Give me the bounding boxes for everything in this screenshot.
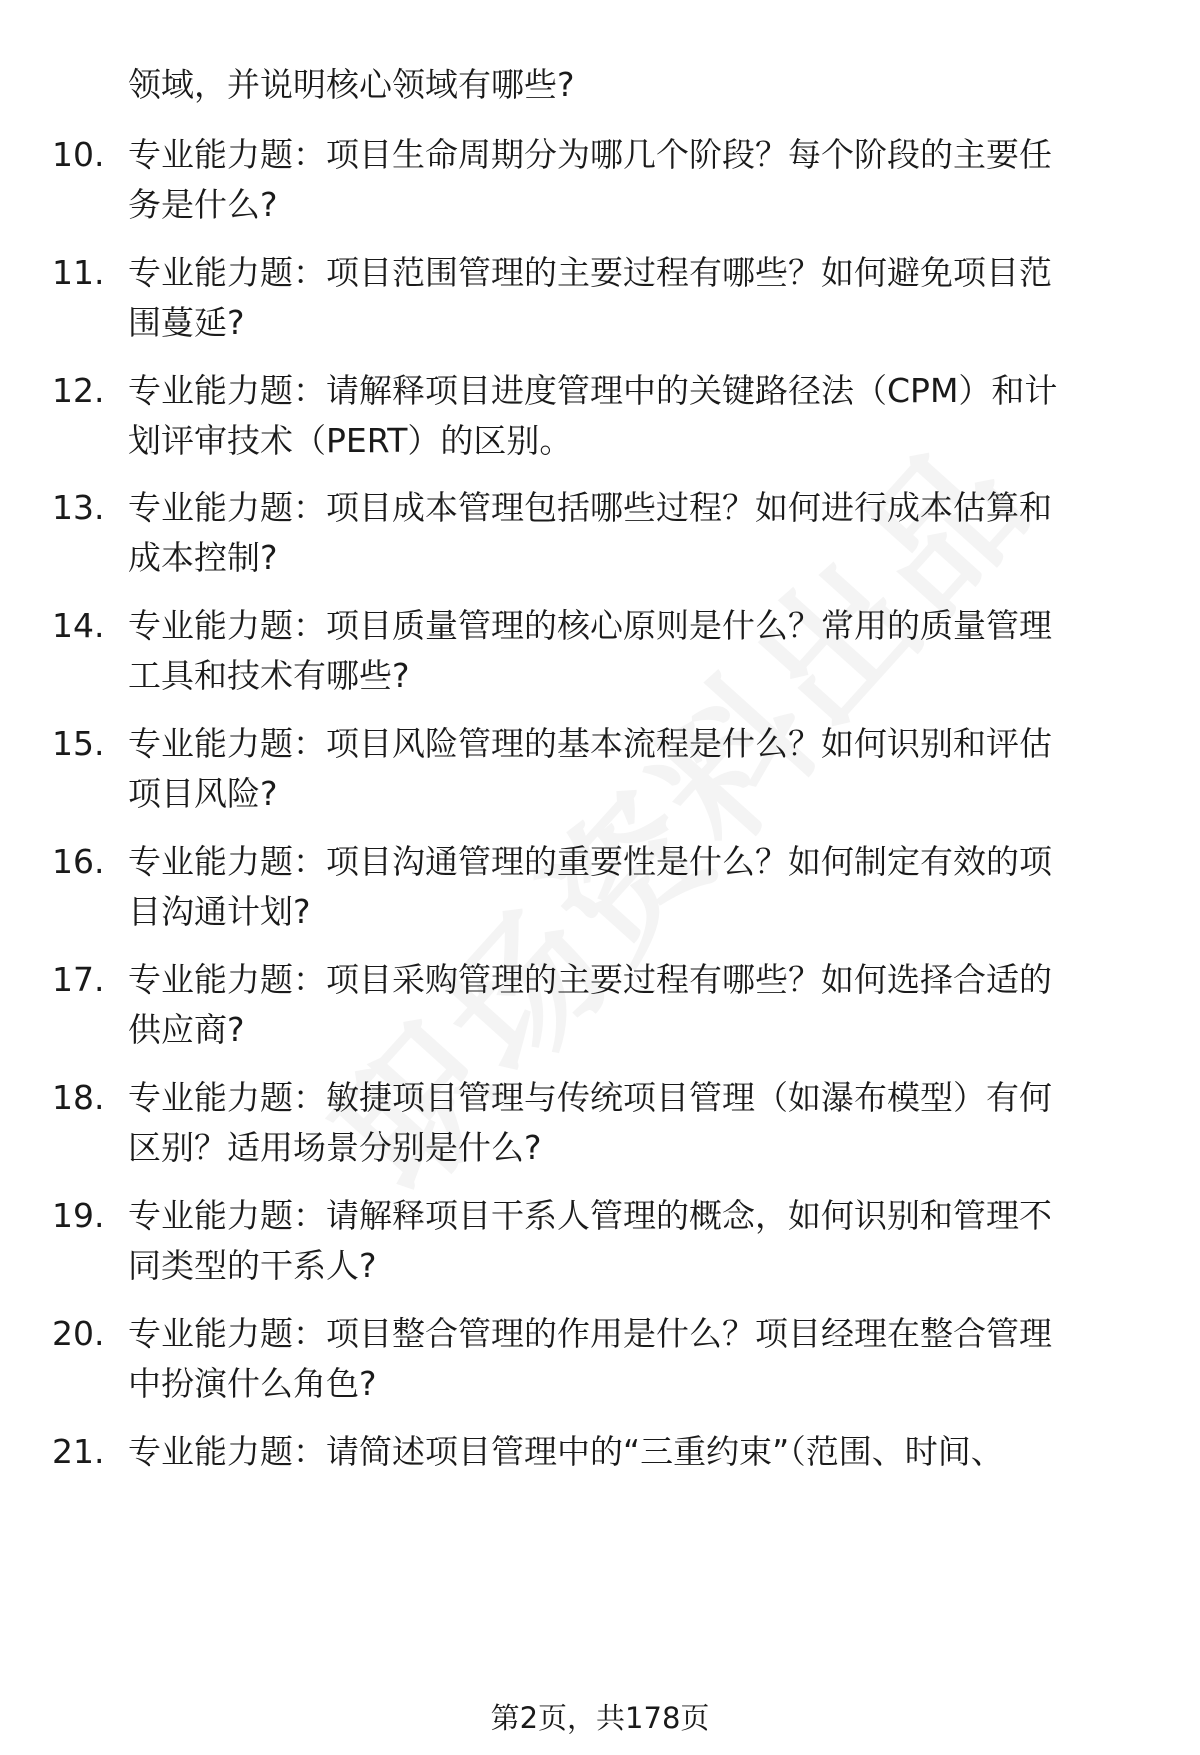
item-line: 专业能力题：项目生命周期分为哪几个阶段？每个阶段的主要任 [128,135,1052,174]
item-line: 同类型的干系人? [128,1246,377,1285]
item-line: 专业能力题：项目沟通管理的重要性是什么？如何制定有效的项 [128,842,1052,881]
item-number: 21. [52,1432,105,1471]
item-line: 工具和技术有哪些? [128,656,410,695]
continued-question-text: 领域，并说明核心领域有哪些? [128,65,575,104]
item-line: 专业能力题：项目质量管理的核心原则是什么？常用的质量管理 [128,606,1052,645]
item-line: 目沟通计划? [128,892,311,931]
item-text [128,1191,1148,1291]
item-line: 区别？适用场景分别是什么? [128,1128,542,1167]
item-number: 19. [52,1196,105,1235]
item-line: 项目风险? [128,774,278,813]
item-line: 专业能力题：敏捷项目管理与传统项目管理（如瀑布模型）有何 [128,1078,1052,1117]
item-line: 划评审技术（PERT）的区别。 [128,421,573,460]
item-text [128,955,1148,1055]
item-number: 10. [52,135,105,174]
item-number: 13. [52,488,105,527]
page-footer: 第2页，共178页 [490,1701,710,1735]
item-number: 14. [52,606,105,645]
item-text [128,719,1148,819]
item-number: 12. [52,371,105,410]
item-line: 专业能力题：项目风险管理的基本流程是什么？如何识别和评估 [128,724,1052,763]
item-number: 11. [52,253,105,292]
item-line: 专业能力题：请简述项目管理中的“三重约束”（范围、时间、 [128,1432,1004,1471]
item-line: 专业能力题：项目成本管理包括哪些过程？如何进行成本估算和 [128,488,1052,527]
item-text [128,1427,1148,1477]
item-text [128,483,1148,583]
item-line: 成本控制? [128,538,278,577]
item-number: 15. [52,724,105,763]
item-text [128,248,1148,348]
item-line: 专业能力题：项目整合管理的作用是什么？项目经理在整合管理 [128,1314,1052,1353]
item-text [128,837,1148,937]
item-text [128,366,1148,466]
item-number: 20. [52,1314,105,1353]
item-line: 务是什么? [128,185,278,224]
item-text [128,130,1148,230]
item-line: 供应商? [128,1010,245,1049]
item-number: 16. [52,842,105,881]
item-line: 专业能力题：请解释项目进度管理中的关键路径法（CPM）和计 [128,371,1058,410]
item-text [128,1309,1148,1409]
item-line: 围蔓延? [128,303,245,342]
item-line: 中扮演什么角色? [128,1364,377,1403]
item-line: 专业能力题：项目采购管理的主要过程有哪些？如何选择合适的 [128,960,1052,999]
item-text [128,601,1148,701]
item-number: 17. [52,960,105,999]
item-line: 专业能力题：请解释项目干系人管理的概念，如何识别和管理不 [128,1196,1052,1235]
item-line: 专业能力题：项目范围管理的主要过程有哪些？如何避免项目范 [128,253,1052,292]
item-text [128,1073,1148,1173]
item-number: 18. [52,1078,105,1117]
